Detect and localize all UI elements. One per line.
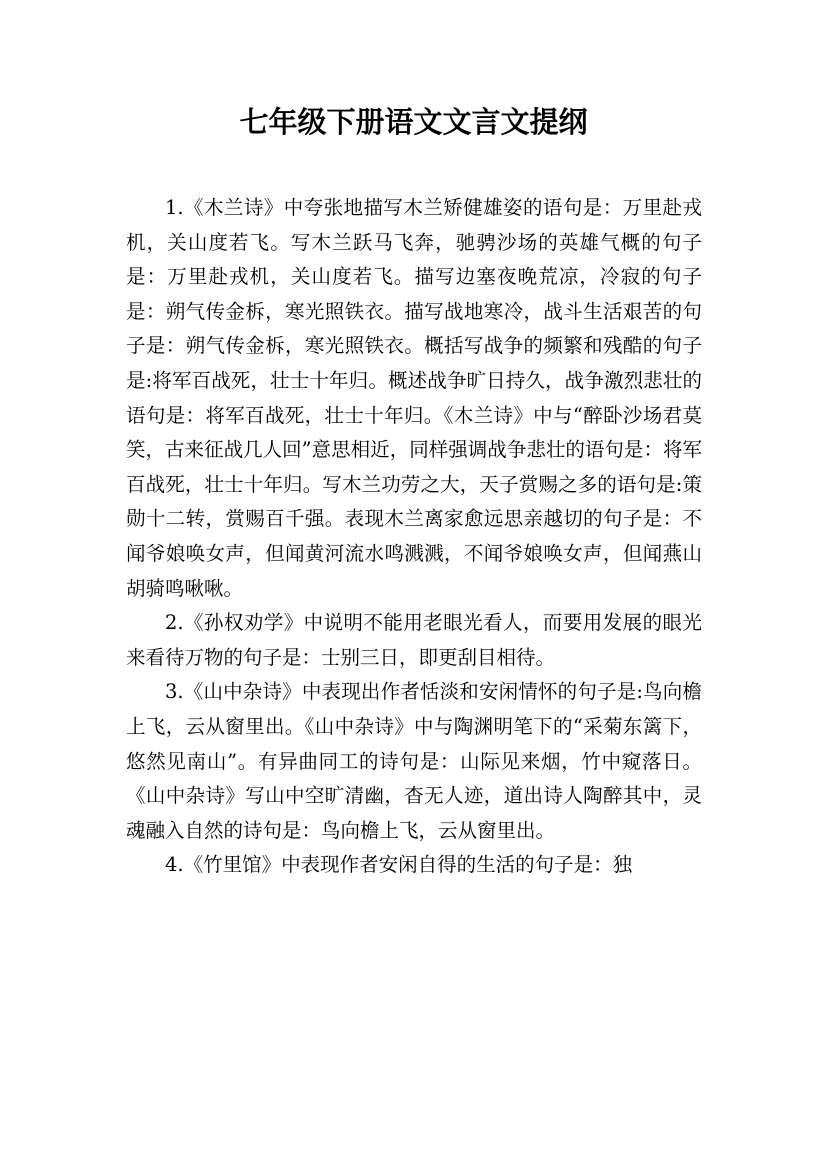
paragraph-4: 4.《竹里馆》中表现作者安闲自得的生活的句子是：独 [165, 853, 633, 877]
paragraph-3: 3.《山中杂诗》中表现出作者恬淡和安闲情怀的句子是:鸟向檐上飞，云从窗里出。《山中杂诗》中与陶渊明笔下的“采菊东篱下，悠然见南山”。有异曲同工的诗句是：山际见来烟，竹中窥落日。《山中杂诗》写山中空旷清幽，杳无人迹，道出诗人陶醉其中，灵魂融入自然的诗句是：鸟向檐上飞，云从窗里出。 [126, 680, 702, 842]
paragraph-1: 1.《木兰诗》中夸张地描写木兰矫健雄姿的语句是：万里赴戎机，关山度若飞。写木兰跃马飞奔，驰骋沙场的英雄气概的句子是：万里赴戎机，关山度若飞。描写边塞夜晚荒凉，冷寂的句子是：朔气传金柝，寒光照铁衣。描写战地寒冷，战斗生活艰苦的句子是：朔气传金柝，寒光照铁衣。概括写战争的频繁和残酷的句子是:将军百战死，壮士十年归。概述战争旷日持久，战争激烈悲壮的语句是：将军百战死，壮士十年归。《木兰诗》中与“醉卧沙场君莫笑，古来征战几人回”意思相近，同样强调战争悲壮的语句是：将军百战死，壮士十年归。写木兰功劳之大，天子赏赐之多的语句是:策勋十二转，赏赐百千强。表现木兰离家愈远思亲越切的句子是：不闻爷娘唤女声，但闻黄河流水鸣溅溅，不闻爷娘唤女声，但闻燕山胡骑鸣啾啾。 [126, 196, 702, 600]
document-title: 七年级下册语文文言文提纲 [239, 105, 588, 139]
paragraph-2: 2.《孙权劝学》中说明不能用老眼光看人，而要用发展的眼光来看待万物的句子是：士别三日，即更刮目相待。 [126, 611, 702, 669]
document-body [126, 191, 702, 883]
